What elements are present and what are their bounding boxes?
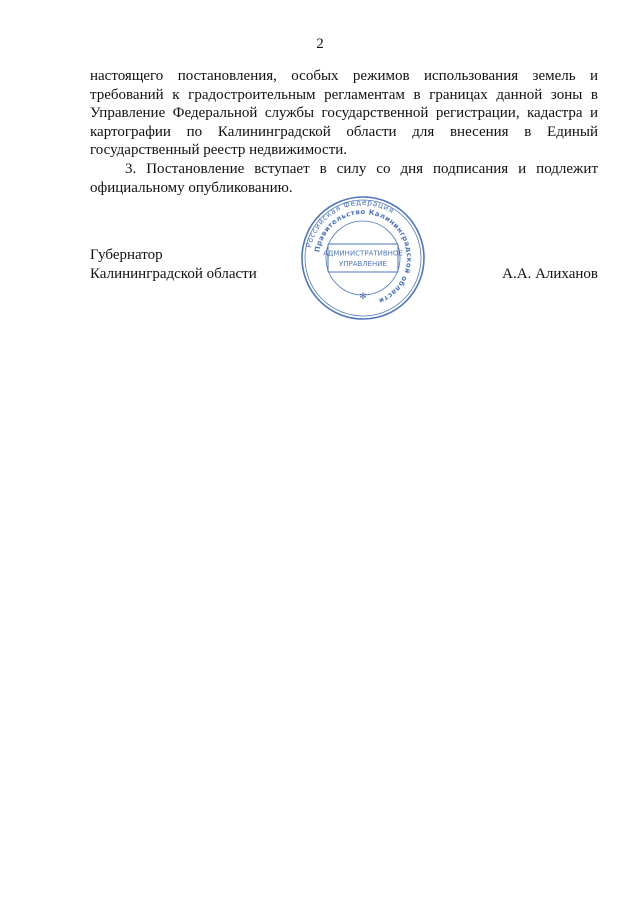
document-body [90,67,598,197]
paragraph-item-3: 3. Постановление вступает в силу со дня подписания и подлежит официальному опубликованию. [90,160,598,196]
signer-title-line1: Губернатор [90,247,163,263]
stamp-inner-ring-text: Правительство Калининградской области [313,207,414,305]
stamp-center-line2: УПРАВЛЕНИЕ [339,260,387,268]
page-number: 2 [316,36,324,52]
stamp-outer-ring-text: Российская Федерация [304,197,396,249]
paragraph-continuation: настоящего постановления, особых режимов использования земель и требований к градостроительным регламентам в границах данной зоны в Управление Федеральной службы государственной регистрации, кадастра и картографии по Калининградской области для внесения в Единый государственный реестр недвижимости. [90,68,598,159]
stamp-star-icon: ✻ [359,292,367,302]
official-seal-stamp [301,196,425,320]
signer-title [90,246,257,283]
signer-title-line2: Калининградской области [90,265,257,282]
stamp-center-line1: АДМИНИСТРАТИВНОЕ [323,249,403,258]
signer-name: А.А. Алиханов [502,265,598,282]
